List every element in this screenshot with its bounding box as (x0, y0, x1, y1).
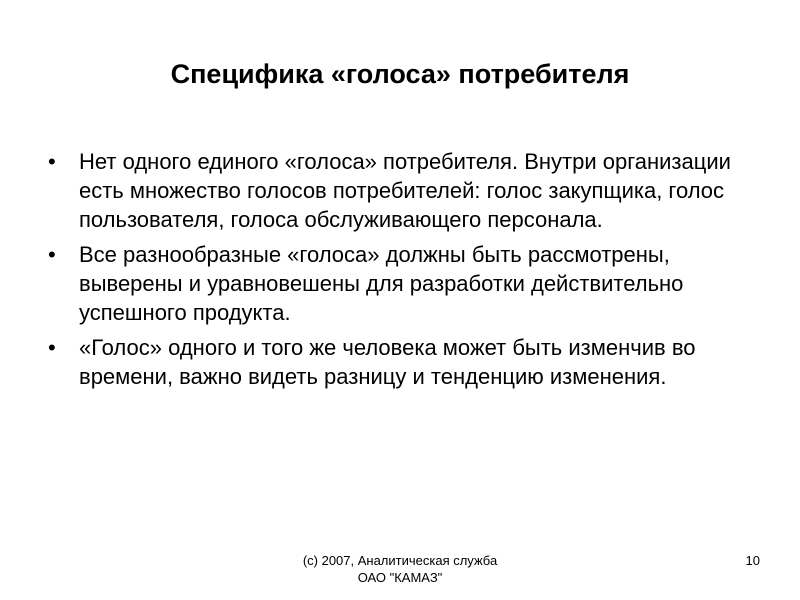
slide-title: Специфика «голоса» потребителя (170, 59, 630, 89)
bullet-marker: • (48, 335, 56, 360)
footer-line-1: (c) 2007, Аналитическая служба (302, 553, 498, 568)
bullet-item (44, 333, 744, 391)
bullet-marker: • (48, 242, 56, 267)
bullet-marker: • (48, 149, 56, 174)
bullet-text: Все разнообразные «голоса» должны быть рассмотрены, выверены и уравновешены для разработки действительно успешного продукта. (79, 242, 684, 325)
footer-line-2: ОАО "КАМАЗ" (357, 570, 443, 585)
bullet-item (44, 240, 744, 327)
page-number: 10 (745, 553, 760, 568)
footer-copyright (250, 552, 550, 586)
bullet-text: «Голос» одного и того же человека может быть изменчив во времени, важно видеть разницу и тенденцию изменения. (79, 335, 696, 389)
bullet-item (44, 147, 744, 234)
bullet-text: Нет одного единого «голоса» потребителя. Внутри организации есть множество голосов потребителей: голос закупщика, голос пользователя, голоса обслуживающего персонала. (79, 149, 731, 232)
bullet-list (44, 147, 744, 397)
